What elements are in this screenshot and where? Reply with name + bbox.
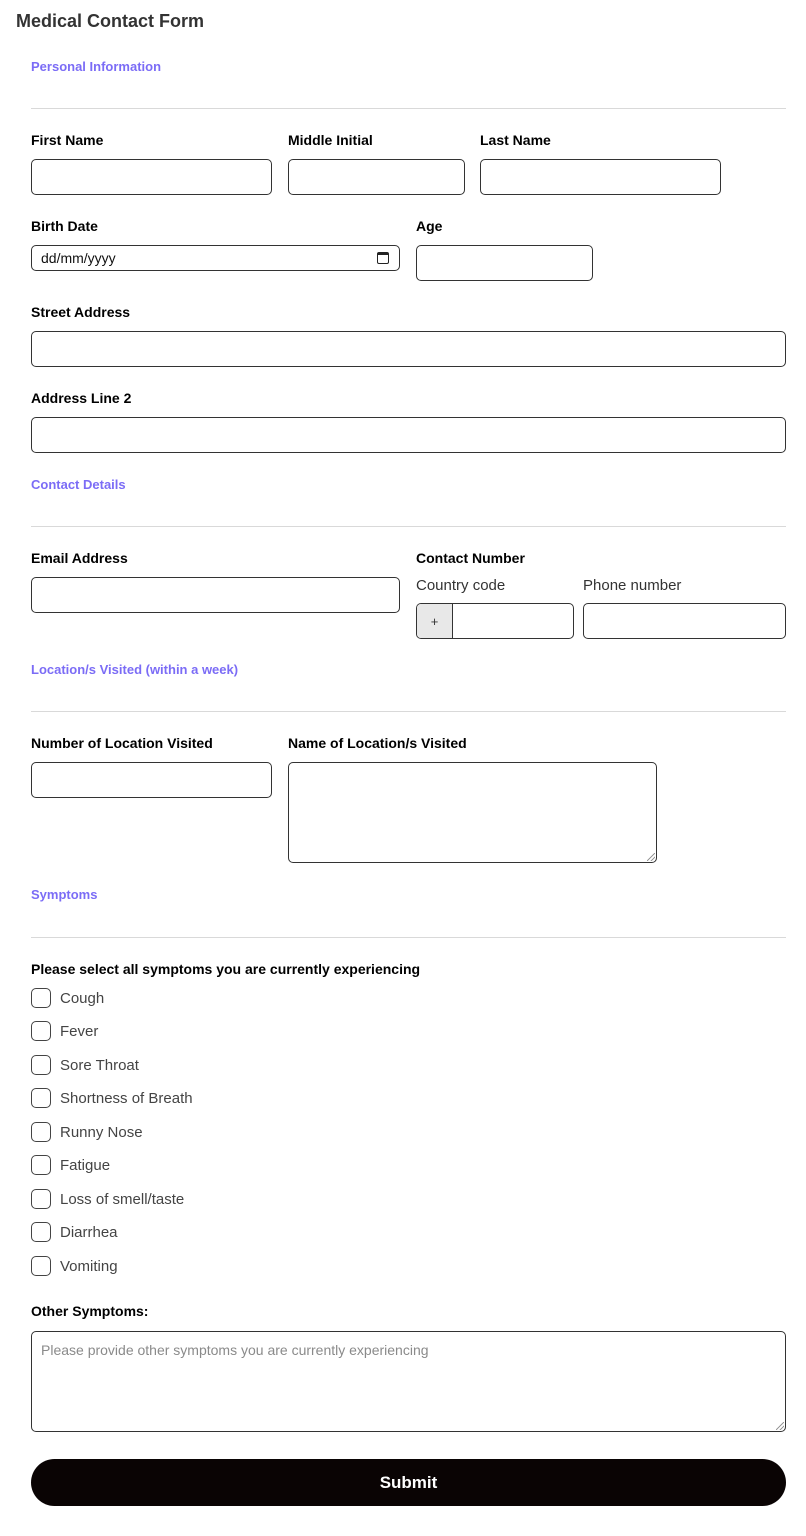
symptoms-question: Please select all symptoms you are currently experiencing — [31, 961, 421, 977]
last-name-label: Last Name — [480, 132, 551, 148]
checkbox[interactable] — [31, 1155, 51, 1175]
section-title-locations: Location/s Visited (within a week) — [31, 662, 239, 677]
other-symptoms-placeholder: Please provide other symptoms you are currently experiencing — [41, 1342, 429, 1358]
symptom-option[interactable] — [31, 1189, 184, 1209]
symptom-label: Fever — [60, 1022, 99, 1040]
plus-prefix: + — [417, 604, 453, 638]
checkbox[interactable] — [31, 1122, 51, 1142]
symptom-label: Vomiting — [60, 1257, 118, 1275]
section-title-symptoms: Symptoms — [31, 887, 98, 902]
checkbox[interactable] — [31, 1222, 51, 1242]
divider — [31, 937, 786, 938]
divider — [31, 711, 786, 712]
checkbox[interactable] — [31, 1088, 51, 1108]
calendar-icon[interactable] — [377, 252, 389, 264]
symptom-option[interactable] — [31, 1088, 193, 1108]
middle-initial-label: Middle Initial — [288, 132, 373, 148]
birth-date-placeholder: dd/mm/yyyy — [41, 250, 116, 266]
birth-date-label: Birth Date — [31, 218, 98, 234]
last-name-input[interactable] — [480, 159, 721, 195]
symptom-option[interactable] — [31, 1256, 118, 1276]
symptom-label: Diarrhea — [60, 1223, 118, 1241]
symptom-label: Cough — [60, 989, 105, 1007]
street-address-input[interactable] — [31, 331, 786, 367]
symptom-label: Sore Throat — [60, 1056, 139, 1074]
address-line2-input[interactable] — [31, 417, 786, 453]
symptom-option[interactable] — [31, 988, 104, 1008]
birth-date-input[interactable] — [31, 245, 400, 271]
submit-button[interactable]: Submit — [31, 1459, 786, 1506]
number-locations-input[interactable] — [31, 762, 272, 798]
resize-handle-icon[interactable] — [647, 853, 655, 861]
number-locations-label: Number of Location Visited — [31, 735, 213, 751]
checkbox[interactable] — [31, 1256, 51, 1276]
section-title-contact: Contact Details — [31, 477, 126, 492]
symptom-option[interactable] — [31, 1021, 98, 1041]
symptom-label: Runny Nose — [60, 1123, 143, 1141]
checkbox[interactable] — [31, 1021, 51, 1041]
country-code-label: Country code — [416, 577, 506, 594]
other-symptoms-label: Other Symptoms: — [31, 1303, 149, 1319]
symptom-label: Shortness of Breath — [60, 1089, 193, 1107]
email-input[interactable] — [31, 577, 400, 613]
location-names-label: Name of Location/s Visited — [288, 735, 467, 751]
checkbox[interactable] — [31, 988, 51, 1008]
contact-number-label: Contact Number — [416, 550, 525, 566]
symptom-label: Loss of smell/taste — [60, 1190, 185, 1208]
street-address-label: Street Address — [31, 304, 131, 320]
country-code-input[interactable] — [416, 603, 574, 639]
section-title-personal: Personal Information — [31, 59, 162, 74]
age-input[interactable] — [416, 245, 593, 281]
checkbox[interactable] — [31, 1189, 51, 1209]
other-symptoms-textarea[interactable] — [31, 1331, 786, 1432]
symptom-label: Fatigue — [60, 1156, 111, 1174]
first-name-label: First Name — [31, 132, 104, 148]
checkbox[interactable] — [31, 1055, 51, 1075]
middle-initial-input[interactable] — [288, 159, 465, 195]
address-line2-label: Address Line 2 — [31, 390, 132, 406]
symptom-option[interactable] — [31, 1122, 143, 1142]
symptom-option[interactable] — [31, 1055, 139, 1075]
location-names-textarea[interactable] — [288, 762, 657, 863]
resize-handle-icon[interactable] — [776, 1422, 784, 1430]
divider — [31, 108, 786, 109]
symptom-option[interactable] — [31, 1222, 118, 1242]
divider — [31, 526, 786, 527]
phone-number-label: Phone number — [583, 577, 682, 594]
first-name-input[interactable] — [31, 159, 272, 195]
age-label: Age — [416, 218, 443, 234]
email-label: Email Address — [31, 550, 128, 566]
symptom-option[interactable] — [31, 1155, 110, 1175]
phone-number-input[interactable] — [583, 603, 786, 639]
page-title: Medical Contact Form — [16, 11, 205, 31]
